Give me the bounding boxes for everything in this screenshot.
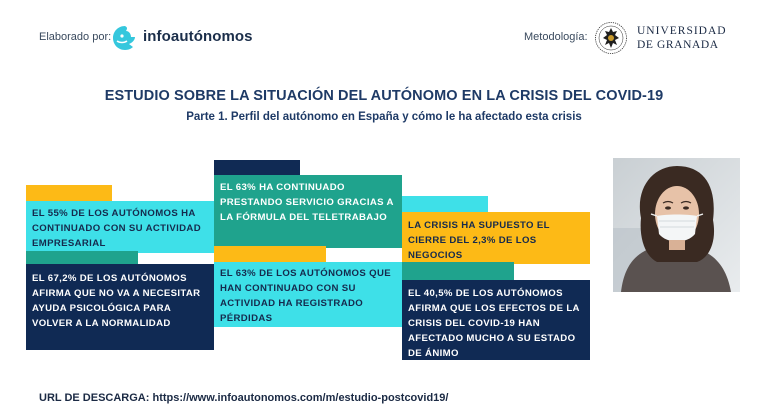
fact-text-6: EL 40,5% DE LOS AUTÓNOMOS AFIRMA QUE LOS EFECTOS DE LA CRISIS DEL COVID-19 HAN AFECTADO MUCHO A SU ESTADO DE ÁNIMO (408, 288, 580, 359)
accent-teal-right (402, 262, 514, 282)
metodologia-label: Metodología: (524, 31, 588, 43)
university-name-line2: DE GRANADA (637, 39, 719, 51)
elaborado-label: Elaborado por: (39, 31, 112, 43)
page-title: ESTUDIO SOBRE LA SITUACIÓN DEL AUTÓNOMO EN LA CRISIS DEL COVID-19 (104, 88, 664, 104)
infoautonomos-logo-icon (112, 25, 138, 51)
infoautonomos-logo-text: infoautónomos (143, 28, 253, 45)
fact-text-3: EL 63% HA CONTINUADO PRESTANDO SERVICIO GRACIAS A LA FÓRMULA DEL TELETRABAJO (220, 182, 394, 223)
download-url-text: URL DE DESCARGA: https://www.infoautonomos.com/m/estudio-postcovid19/ (39, 392, 449, 404)
fact-text-4: EL 63% DE LOS AUTÓNOMOS QUE HAN CONTINUADO CON SU ACTIVIDAD HA REGISTRADO PÉRDIDAS (220, 268, 391, 324)
university-name-line1: UNIVERSIDAD (637, 25, 727, 37)
accent-teal-left (26, 251, 138, 265)
university-seal-icon (594, 21, 628, 55)
fact-text-1: EL 55% DE LOS AUTÓNOMOS HA CONTINUADO CON SU ACTIVIDAD EMPRESARIAL (32, 208, 201, 249)
woman-with-mask-photo (613, 158, 740, 292)
fact-text-2: EL 67,2% DE LOS AUTÓNOMOS AFIRMA QUE NO VA A NECESITAR AYUDA PSICOLÓGICA PARA VOLVER A LA NORMALIDAD (32, 273, 201, 329)
fact-text-5: LA CRISIS HA SUPUESTO EL CIERRE DEL 2,3% DE LOS NEGOCIOS (408, 220, 550, 261)
page-subtitle: Parte 1. Perfil del autónomo en España y cómo le ha afectado esta crisis (186, 111, 582, 123)
